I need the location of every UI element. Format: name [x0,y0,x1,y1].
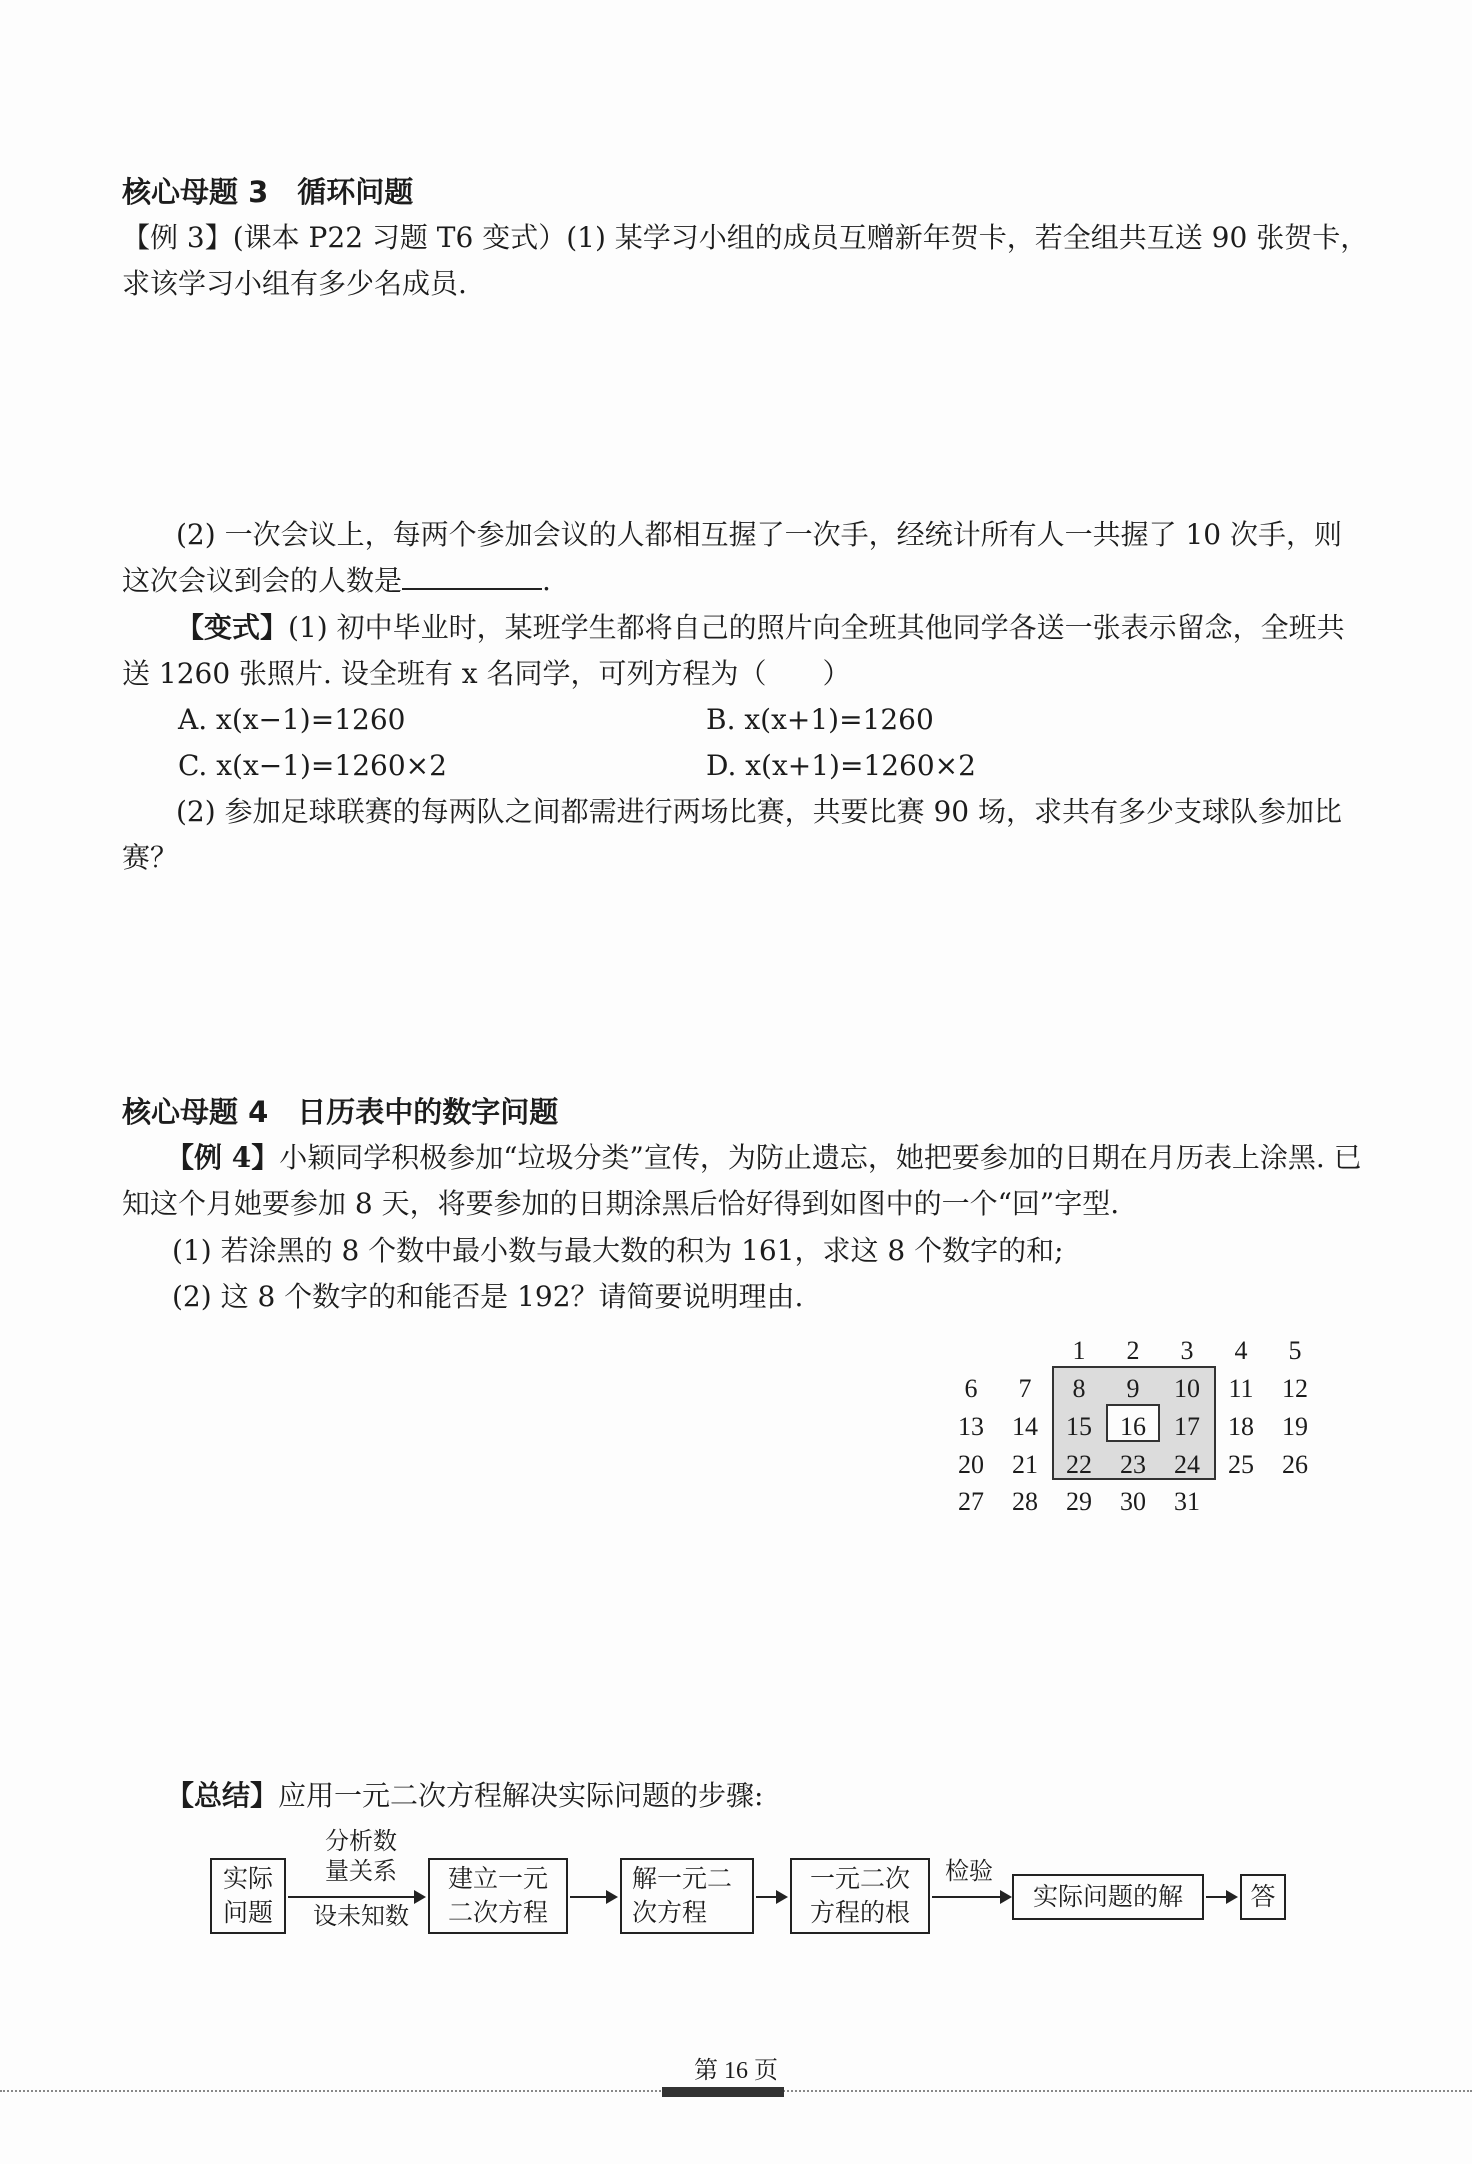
calendar-cell: 19 [1282,1412,1308,1441]
calendar-cell: 26 [1282,1450,1308,1479]
flow-arrow-1 [288,1896,424,1898]
flow-label-unknown: 设未知数 [313,1902,409,1930]
flow-label-check: 检验 [945,1857,993,1885]
summary-tag: 【总结】 [166,1779,279,1812]
calendar-cell: 31 [1174,1487,1200,1516]
flow-arrow-5 [1206,1896,1236,1898]
question2-line1: (2) 一次会议上，每两个参加会议的人都相互握了一次手，经统计所有人一共握了 10 次手，则 [176,518,1342,551]
calendar-cell: 18 [1228,1412,1254,1441]
footer-bar [662,2087,784,2097]
example4-q1: (1) 若涂黑的 8 个数中最小数与最大数的积为 161，求这 8 个数字的和; [172,1234,1064,1267]
calendar-cell: 27 [958,1487,984,1516]
calendar-cell: 14 [1012,1412,1038,1441]
example3-line2: 求该学习小组有多少名成员. [122,267,467,300]
flow-box-text: 建立一元 [447,1864,548,1893]
option-d: D. x(x+1)=1260×2 [706,749,976,782]
calendar-cell: 10 [1174,1374,1200,1403]
flow-box-text: 方程的根 [809,1898,910,1927]
calendar-cell: 9 [1126,1374,1140,1403]
flow-arrow-4 [932,1896,1010,1898]
summary-text: 应用一元二次方程解决实际问题的步骤: [278,1779,764,1812]
example3-line1: 【例 3】(课本 P22 习题 T6 变式）(1) 某学习小组的成员互赠新年贺卡，若全组共互送 90 张贺卡， [122,221,1369,254]
flow-label-text: 量关系 [325,1857,397,1885]
calendar-cell: 12 [1282,1374,1308,1403]
calendar-cell: 23 [1120,1450,1146,1479]
calendar-cell: 1 [1072,1336,1086,1365]
calendar-cell: 17 [1174,1412,1200,1441]
calendar-cell: 24 [1174,1450,1200,1479]
flow-label-analyze [296,1826,426,1886]
flow-box-actual-problem [210,1858,286,1934]
variant-tag: 【变式】 [176,611,289,644]
example4-text: 小颖同学积极参加“垃圾分类”宣传，为防止遗忘，她把要参加的日期在月历表上涂黑. 已 [279,1141,1362,1174]
calendar-cell: 20 [958,1450,984,1479]
flow-box-text: 次方程 [632,1898,708,1927]
calendar-cell: 5 [1288,1336,1302,1365]
calendar-cell: 29 [1066,1487,1092,1516]
variant-text: (1) 初中毕业时，某班学生都将自己的照片向全班其他同学各送一张表示留念，全班共 [288,611,1345,644]
flow-label-text: 分析数 [325,1827,397,1855]
example4-q2: (2) 这 8 个数字的和能否是 192？请简要说明理由. [172,1280,804,1313]
section4-title: 核心母题 4 日历表中的数字问题 [122,1095,559,1129]
calendar-cell: 13 [958,1412,984,1441]
flow-box-text: 问题 [222,1898,273,1927]
calendar-cell: 2 [1126,1336,1140,1365]
variant2-line1: (2) 参加足球联赛的每两队之间都需进行两场比赛，共要比赛 90 场，求共有多少支球队参加比 [176,795,1342,828]
calendar-cell: 7 [1018,1374,1032,1403]
calendar-cell: 25 [1228,1450,1254,1479]
option-a: A. x(x−1)=1260 [178,703,406,736]
question2-period: . [542,564,551,597]
variant2-line2: 赛？ [122,841,179,874]
example4-line1 [166,1136,1362,1180]
flow-box-actual-solution: 实际问题的解 [1012,1874,1204,1920]
flow-box-answer: 答 [1240,1874,1286,1920]
option-c: C. x(x−1)=1260×2 [178,749,447,782]
question2-text: 这次会议到会的人数是 [122,564,403,597]
flow-box-text: 解一元二 [632,1864,733,1893]
question2-line2 [122,559,551,603]
flow-box-text: 一元二次 [809,1864,910,1893]
flow-box-solve-equation [620,1858,754,1934]
calendar-cell: 21 [1012,1450,1038,1479]
page-number: 第 16 页 [694,2058,778,2084]
flow-box-equation-roots [790,1858,930,1934]
calendar-cell: 28 [1012,1487,1038,1516]
summary-line [166,1774,763,1818]
flow-box-text: 实际 [222,1864,273,1893]
calendar-cell: 3 [1180,1336,1194,1365]
calendar-cell: 22 [1066,1450,1092,1479]
calendar-cell: 15 [1066,1412,1092,1441]
flow-box-text: 二次方程 [447,1898,548,1927]
flow-arrow-3 [756,1896,786,1898]
calendar-cell: 30 [1120,1487,1146,1516]
answer-blank [402,562,542,590]
calendar-cell: 6 [964,1374,978,1403]
example4-line2: 知这个月她要参加 8 天，将要参加的日期涂黑后恰好得到如图中的一个“回”字型. [122,1187,1120,1220]
example4-tag: 【例 4】 [166,1141,280,1174]
calendar-cell: 4 [1234,1336,1248,1365]
variant-line1 [176,606,1345,650]
calendar-cell: 11 [1228,1374,1254,1403]
variant-line2: 送 1260 张照片. 设全班有 x 名同学，可列方程为（ ） [122,657,851,690]
flow-arrow-2 [570,1896,616,1898]
calendar-cell: 8 [1072,1374,1086,1403]
section3-title: 核心母题 3 循环问题 [122,175,414,209]
calendar-cell: 16 [1120,1412,1146,1441]
flow-box-build-equation [428,1858,568,1934]
option-b: B. x(x+1)=1260 [706,703,934,736]
